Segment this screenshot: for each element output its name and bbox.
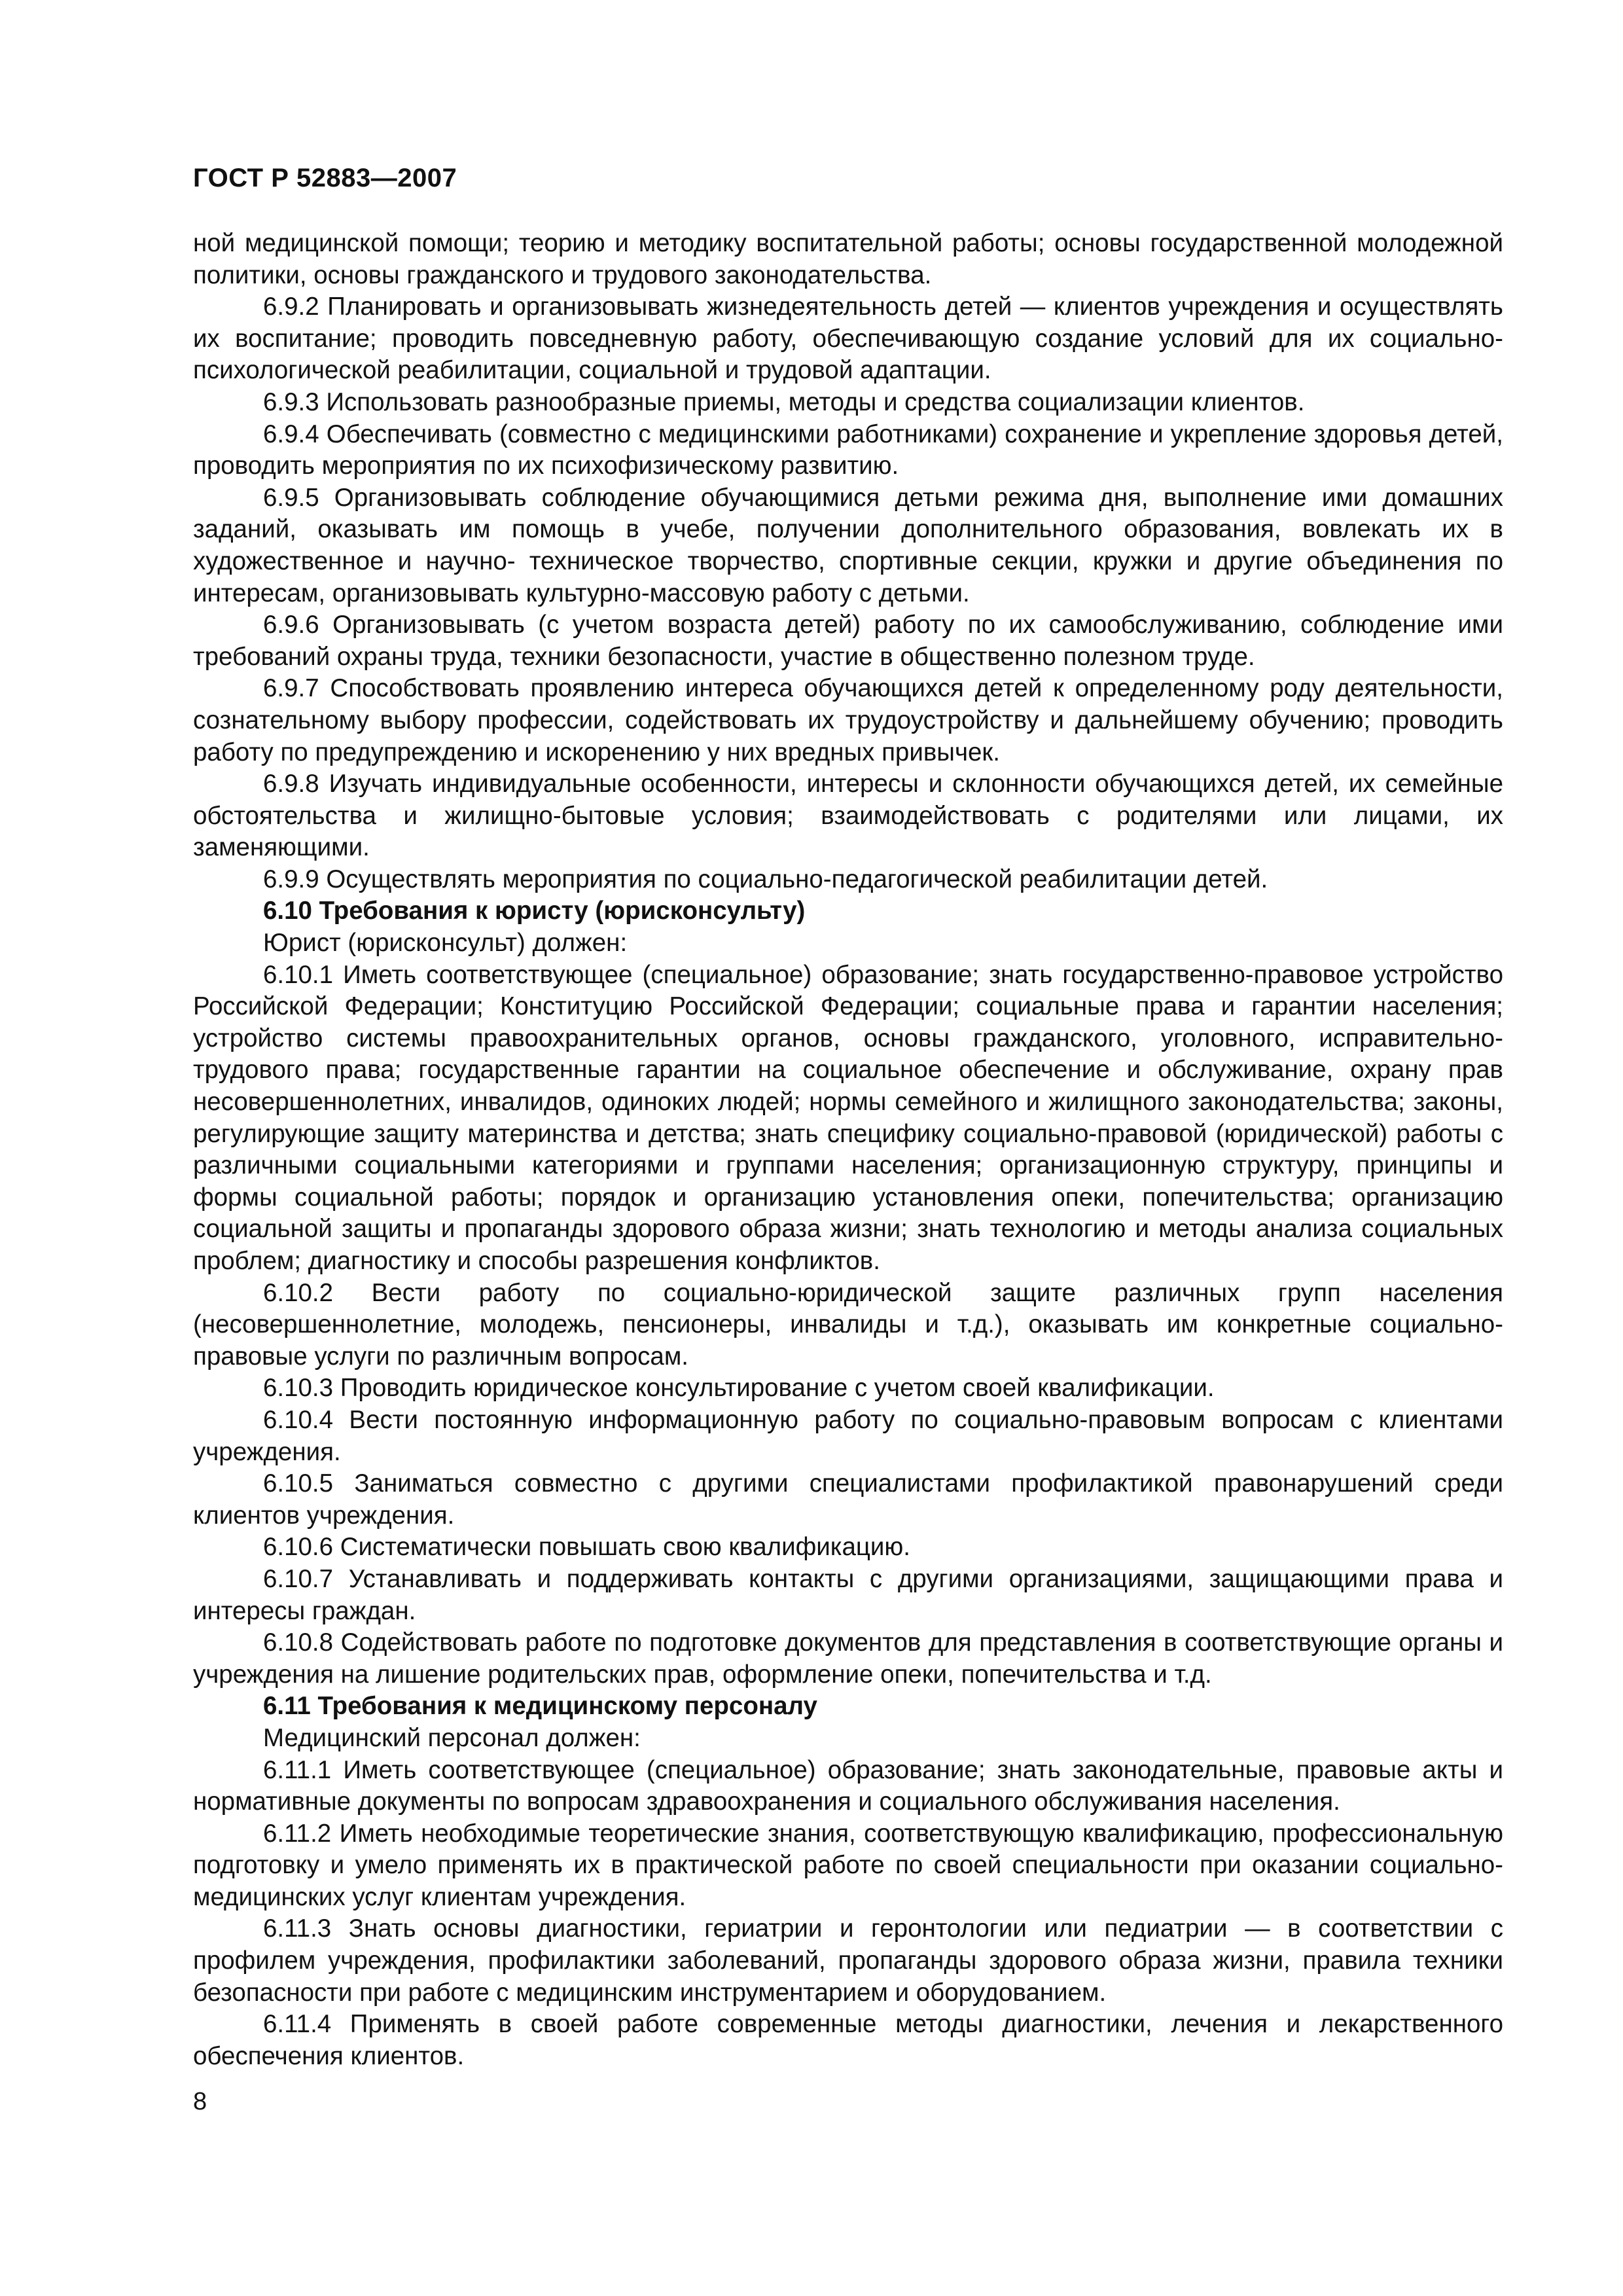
paragraph-6-9-2: 6.9.2 Планировать и организовывать жизнедеятельность детей — клиентов учреждения и осуществлять их воспитание; проводить повседневную работу, обеспечивающую создание условий для их социально-психологической реабилитации, социальной и трудовой адаптации. xyxy=(193,293,1503,385)
paragraph-6-10-5: 6.10.5 Заниматься совместно с другими специалистами профилактикой правонарушений среди клиентов учреждения. xyxy=(193,1469,1503,1530)
paragraph-6-9-8: 6.9.8 Изучать индивидуальные особенности, интересы и склонности обучающихся детей, их семейные обстоятельства и жилищно-бытовые условия; взаимодействовать с родителями или лицами, их заменяющими. xyxy=(193,770,1503,862)
paragraph-6-9-3: 6.9.3 Использовать разнообразные приемы, методы и средства социализации клиентов. xyxy=(263,387,1305,416)
document-header: ГОСТ Р 52883—2007 xyxy=(193,164,457,192)
document-body xyxy=(193,228,1503,2072)
paragraph-6-9-4: 6.9.4 Обеспечивать (совместно с медицинскими работниками) сохранение и укрепление здоровья детей, проводить мероприятия по их психофизическому развитию. xyxy=(193,420,1503,480)
paragraph-medical-intro: Медицинский персонал должен: xyxy=(263,1723,641,1752)
paragraph-6-9-5: 6.9.5 Организовывать соблюдение обучающимися детьми режима дня, выполнение ими домашних заданий, оказывать им помощь в учебе, получении дополнительного образования, вовлекать их в художественное и научно- техническое творчество, спортивные секции, кружки и другие объединения по интересам, организовывать культурно-массовую работу с детьми. xyxy=(193,483,1503,607)
section-heading-6-11: 6.11 Требования к медицинскому персоналу xyxy=(263,1692,817,1721)
paragraph-6-10-2: 6.10.2 Вести работу по социально-юридической защите различных групп населения (несовершеннолетние, молодежь, пенсионеры, инвалиды и т.д.), оказывать им конкретные социально-правовые услуги по различным вопросам. xyxy=(193,1278,1503,1371)
paragraph-6-10-1: 6.10.1 Иметь соответствующее (специальное) образование; знать государственно-правовое устройство Российской Федерации; Конституцию Российской Федерации; социальные права и гарантии населения; устройство системы правоохранительных органов, основы гражданского, уголовного, исправительно-трудового права; государственные гарантии на социальное обеспечение и обслуживание, охрану прав несовершеннолетних, инвалидов, одиноких людей; нормы семейного и жилищного законодательства; законы, регулирующие защиту материнства и детства; знать специфику социально-правовой (юридической) работы с различными социальными категориями и группами населения; организационную структуру, принципы и формы социальной работы; порядок и организацию установления опеки, попечительства; организацию социальной защиты и пропаганды здорового образа жизни; знать технологию и методы анализа социальных проблем; диагностику и способы разрешения конфликтов. xyxy=(193,960,1503,1275)
paragraph-6-11-4: 6.11.4 Применять в своей работе современные методы диагностики, лечения и лекарственного обеспечения клиентов. xyxy=(193,2010,1503,2070)
paragraph-6-10-3: 6.10.3 Проводить юридическое консультирование с учетом своей квалификации. xyxy=(263,1374,1215,1403)
paragraph-6-9-6: 6.9.6 Организовывать (с учетом возраста детей) работу по их самообслуживанию, соблюдение ими требований охраны труда, техники безопасности, участие в общественно полезном труде. xyxy=(193,611,1503,671)
paragraph-6-10-8: 6.10.8 Содействовать работе по подготовке документов для представления в соответствующие органы и учреждения на лишение родительских прав, оформление опеки, попечительства и т.д. xyxy=(193,1628,1503,1689)
paragraph-6-11-1: 6.11.1 Иметь соответствующее (специальное) образование; знать законодательные, правовые акты и нормативные документы по вопросам здравоохранения и социального обслуживания населения. xyxy=(193,1755,1503,1816)
paragraph-6-9-7: 6.9.7 Способствовать проявлению интереса обучающихся детей к определенному роду деятельности, сознательному выбору профессии, содействовать их трудоустройству и дальнейшему обучению; проводить работу по предупреждению и искоренению у них вредных привычек. xyxy=(193,674,1503,766)
paragraph-6-9-9: 6.9.9 Осуществлять мероприятия по социально-педагогической реабилитации детей. xyxy=(263,865,1268,893)
paragraph-6-10-6: 6.10.6 Систематически повышать свою квалификацию. xyxy=(263,1533,910,1562)
paragraph-6-11-3: 6.11.3 Знать основы диагностики, гериатрии и геронтологии или педиатрии — в соответствии с профилем учреждения, профилактики заболеваний, пропаганды здорового образа жизни, правила техники безопасности при работе с медицинским инструментарием и оборудованием. xyxy=(193,1914,1503,2007)
paragraph-6-11-2: 6.11.2 Иметь необходимые теоретические знания, соответствующую квалификацию, профессиональную подготовку и умело применять их в практической работе по своей специальности при оказании социально-медицинских услуг клиентам учреждения. xyxy=(193,1819,1503,1911)
paragraph-6-10-7: 6.10.7 Устанавливать и поддерживать контакты с другими организациями, защищающими права и интересы граждан. xyxy=(193,1564,1503,1625)
paragraph-6-10-4: 6.10.4 Вести постоянную информационную работу по социально-правовым вопросам с клиентами учреждения. xyxy=(193,1405,1503,1466)
paragraph-lawyer-intro: Юрист (юрисконсульт) должен: xyxy=(263,929,628,958)
paragraph-continuation: ной медицинской помощи; теорию и методику воспитательной работы; основы государственной молодежной политики, основы гражданского и трудового законодательства. xyxy=(193,229,1503,289)
page-number: 8 xyxy=(193,2088,207,2115)
section-heading-6-10: 6.10 Требования к юристу (юрисконсульту) xyxy=(263,897,806,925)
